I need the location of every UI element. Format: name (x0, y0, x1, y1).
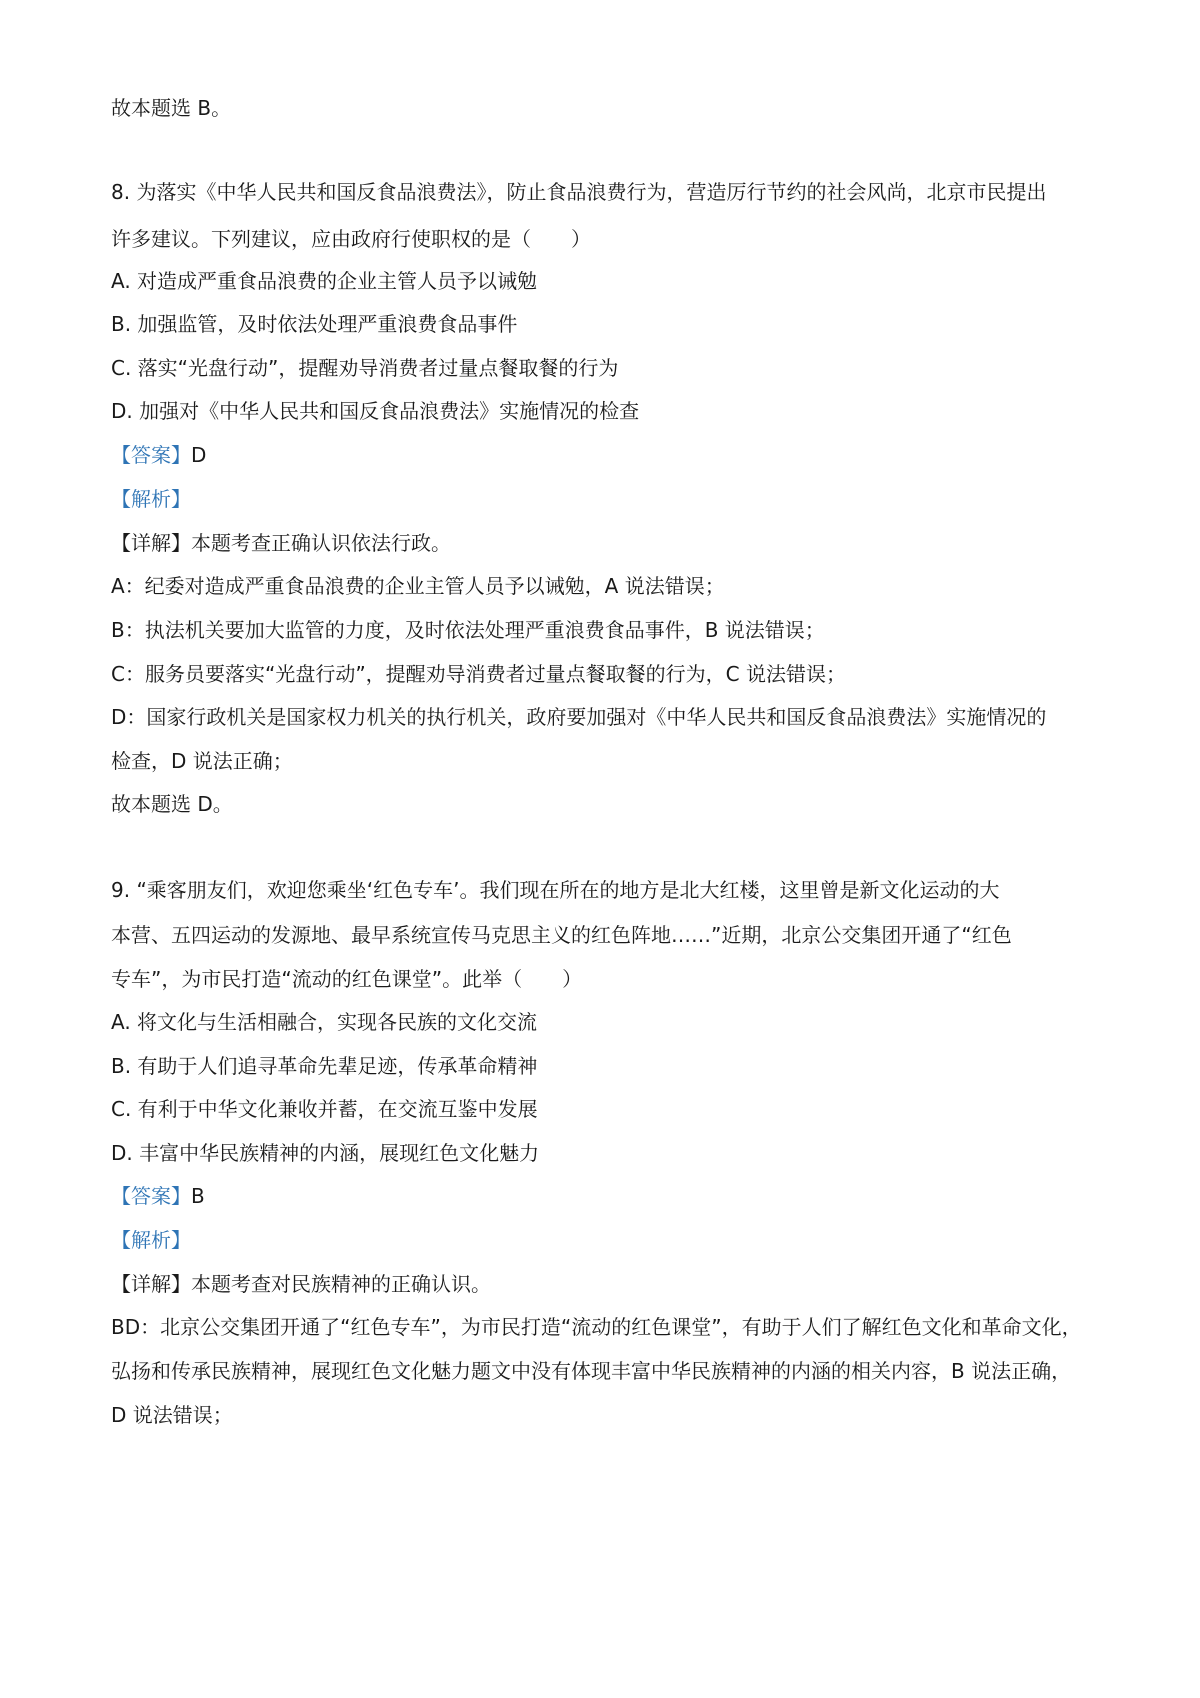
q9-answer-line (111, 1182, 1101, 1210)
q9-option-a: A. 将文化与生活相融合，实现各民族的文化交流 (111, 1010, 538, 1034)
q9-stem-line-3: 专车”，为市民打造“流动的红色课堂”。此举（ ） (111, 967, 583, 991)
q8-option-a: A. 对造成严重食品浪费的企业主管人员予以诫勉 (111, 269, 538, 293)
q8-explain-b: B：执法机关要加大监管的力度，及时依法处理严重浪费食品事件，B 说法错误； (111, 618, 825, 642)
q8-option-b: B. 加强监管，及时依法处理严重浪费食品事件 (111, 312, 518, 336)
q9-analysis-tag: 【解析】 (111, 1228, 191, 1252)
q8-option-c: C. 落实“光盘行动”，提醒劝导消费者过量点餐取餐的行为 (111, 356, 619, 380)
q9-analysis-line (111, 1226, 1101, 1254)
q8-detail-line: 【详解】本题考查正确认识依法行政。 (111, 531, 451, 555)
q8-analysis-line (111, 485, 1101, 513)
q8-explain-a: A：纪委对造成严重食品浪费的企业主管人员予以诫勉，A 说法错误； (111, 574, 725, 598)
q8-answer-line (111, 441, 1101, 469)
q8-explain-d-line-2: 检查，D 说法正确； (111, 749, 293, 773)
q8-answer-value: D (191, 443, 207, 467)
q8-explain-d-line-1: D：国家行政机关是国家权力机关的执行机关，政府要加强对《中华人民共和国反食品浪费法》实施情况的 (111, 705, 1047, 729)
q9-stem-line-1: 9. “乘客朋友们，欢迎您乘坐‘红色专车’。我们现在所在的地方是北大红楼，这里曾是新文化运动的大 (111, 878, 1000, 902)
q8-stem-line-1: 8. 为落实《中华人民共和国反食品浪费法》，防止食品浪费行为，营造厉行节约的社会风尚，北京市民提出 (111, 180, 1047, 204)
q9-explain-bd-line-2: 弘扬和传承民族精神，展现红色文化魅力题文中没有体现丰富中华民族精神的内涵的相关内容，B 说法正确， (111, 1359, 1072, 1383)
q9-detail-line: 【详解】本题考查对民族精神的正确认识。 (111, 1272, 491, 1296)
q9-option-b: B. 有助于人们追寻革命先辈足迹，传承革命精神 (111, 1054, 538, 1078)
q9-stem-line-2: 本营、五四运动的发源地、最早系统宣传马克思主义的红色阵地……”近期，北京公交集团开通了“红色 (111, 923, 1012, 947)
q8-option-d: D. 加强对《中华人民共和国反食品浪费法》实施情况的检查 (111, 399, 640, 423)
q9-answer-tag: 【答案】 (111, 1184, 191, 1208)
q8-explain-c: C：服务员要落实“光盘行动”，提醒劝导消费者过量点餐取餐的行为，C 说法错误； (111, 662, 847, 686)
q9-option-d: D. 丰富中华民族精神的内涵，展现红色文化魅力 (111, 1141, 540, 1165)
q8-analysis-tag: 【解析】 (111, 487, 191, 511)
q9-option-c: C. 有利于中华文化兼收并蓄，在交流互鉴中发展 (111, 1097, 538, 1121)
q9-explain-bd-line-3: D 说法错误； (111, 1403, 233, 1427)
q8-answer-tag: 【答案】 (111, 443, 191, 467)
q9-answer-value: B (191, 1184, 205, 1208)
q9-explain-bd-line-1: BD：北京公交集团开通了“红色专车”，为市民打造“流动的红色课堂”，有助于人们了解红色文化和革命文化， (111, 1315, 1082, 1339)
q8-conclusion: 故本题选 D。 (111, 792, 233, 816)
q8-stem-line-2: 许多建议。下列建议，应由政府行使职权的是（ ） (111, 227, 591, 251)
q7-conclusion: 故本题选 B。 (111, 96, 232, 120)
